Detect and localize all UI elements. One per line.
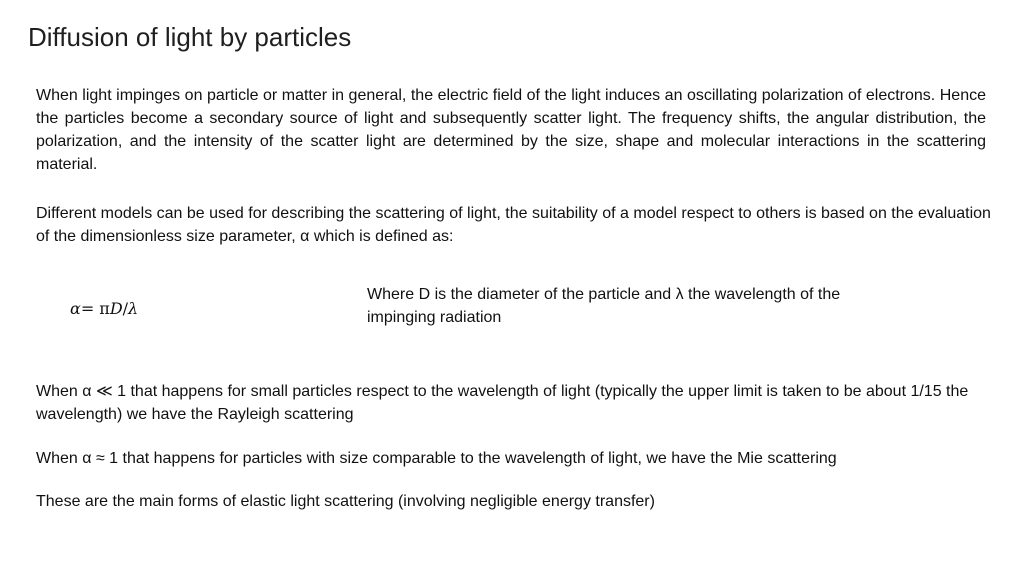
formula-diameter: D [109,299,123,318]
mie-paragraph: When α ≈ 1 that happens for particles with size comparable to the wavelength of light, we have the Mie scattering [36,450,837,467]
elastic-scattering-paragraph: These are the main forms of elastic light scattering (involving negligible energy transfer) [36,493,655,510]
intro-paragraph: When light impinges on particle or matter in general, the electric field of the light induces an oscillating polarization of electrons. Hence the particles become a secondary source of light and subsequently scatter light. The frequency shifts, the angular distribution, the polarization, and the intensity of the scatter light are determined by the size, shape and molecular interactions in the scattering material. [36,87,986,173]
models-paragraph: Different models can be used for describing the scattering of light, the suitability of a model respect to others is based on the evaluation of the dimensionless size parameter, α which is defined as: [36,205,991,245]
slide-title: Diffusion of light by particles [28,22,352,52]
size-parameter-formula [70,299,138,318]
formula-alpha: α [70,299,81,318]
formula-slash: / [122,299,129,318]
formula-wavelength: λ [128,299,139,318]
formula-equals-pi: = π [80,299,110,318]
rayleigh-paragraph: When α ≪ 1 that happens for small particles respect to the wavelength of light (typically the upper limit is taken to be about 1/15 the wavelength) we have the Rayleigh scattering [36,383,969,423]
formula-note: Where D is the diameter of the particle and λ the wavelength of the impinging radiation [367,286,841,326]
